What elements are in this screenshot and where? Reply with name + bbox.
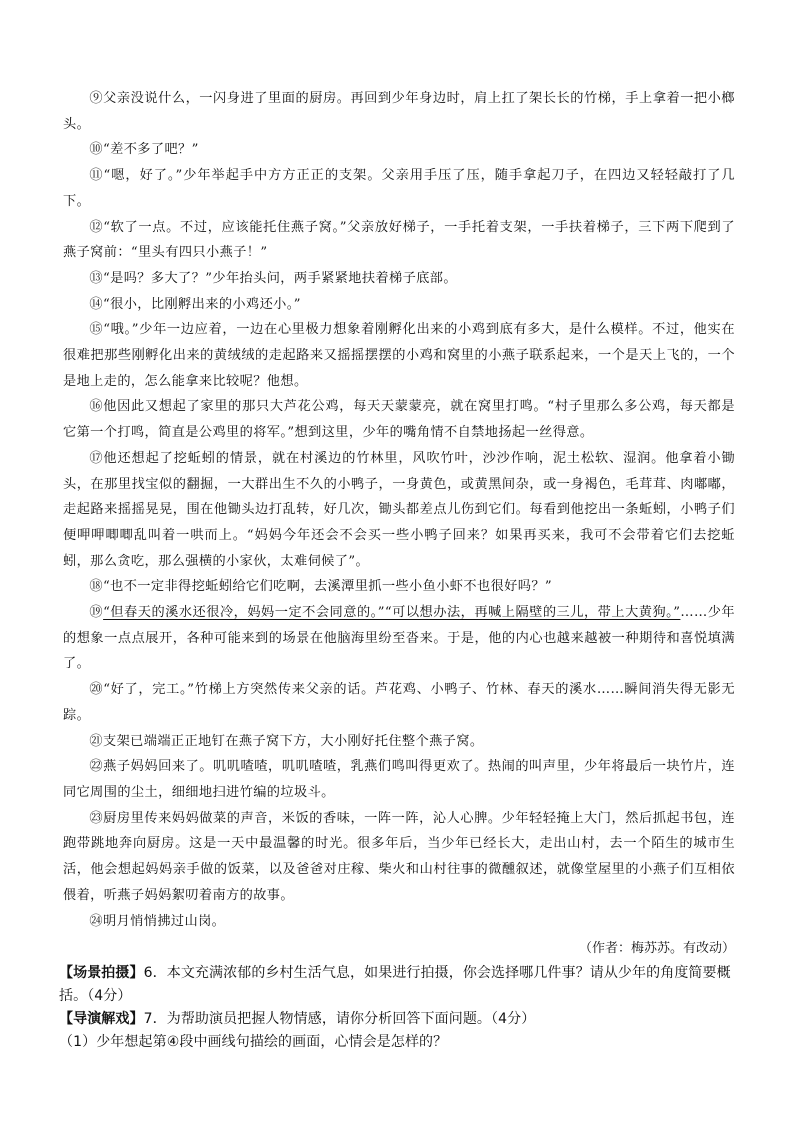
paragraph-16: ⑯他因此又想起了家里的那只大芦花公鸡，每天天蒙蒙亮，就在窝里打鸣。“村子里那么多公鸡，每天都是它第一个打鸣，简直是公鸡里的将军。”想到这里，少年的嘴角情不自禁地扬起一丝得意。 — [63, 399, 735, 441]
question-6-tag: 【场景拍摄】 — [59, 965, 144, 982]
paragraph-22: ㉒燕子妈妈回来了。叽叽喳喳，叽叽喳喳，乳燕们鸣叫得更欢了。热闹的叫声里，少年将最后一块竹片，连同它周围的尘土，细细地扫进竹编的垃圾斗。 — [63, 759, 735, 800]
question-7-text: 7．为帮助演员把握人物情感，请你分析回答下面问题。（4分） — [143, 1011, 536, 1028]
author-credit: （作者：梅苏苏。有改动） — [578, 941, 735, 957]
question-7-tag: 【导演解戏】 — [59, 1011, 144, 1028]
paragraph-18: ⑱“也不一定非得挖蚯蚓给它们吃啊，去溪潭里抓一些小鱼小虾不也很好吗？” — [89, 579, 553, 595]
paragraph-13: ⑬“是吗？多大了？”少年抬头问，两手紧紧地扶着梯子底部。 — [89, 270, 457, 286]
paragraph-17: ⑰他还想起了挖蚯蚓的情景，就在村溪边的竹林里，风吹竹叶，沙沙作响，泥土松软、湿润。他拿着小锄头，在那里找宝似的翻掘，一大群出生不久的小鸭子，一身黄色，或黄黑间杂，或一身褐色，毛茸茸、肉嘟嘟，走起路来摇摇晃晃，围在他锄头边打乱转，好几次，锄头都差点儿伤到它们。每看到他挖出一条蚯蚓，小鸭子们便呷呷唧唧乱叫着一哄而上。“妈妈今年还会不会买一些小鸭子回来？如果再买来，我可不会带着它们去挖蚯蚓，那么贪吃，那么强横的小家伙，太难伺候了”。 — [63, 450, 735, 569]
paragraph-23: ㉓厨房里传来妈妈做菜的声音，米饭的香味，一阵一阵，沁人心脾。少年轻轻掩上大门，然后抓起书包，连跑带跳地奔向厨房。这是一天中最温馨的时光。很多年后，当少年已经长大，走出山村，去一个陌生的城市生活，他会想起妈妈亲手做的饭菜，以及爸爸对庄稼、柴火和山村往事的微醺叙述，就像堂屋里的小燕子们互相依偎着，听燕子妈妈絮叨着南方的故事。 — [63, 810, 735, 903]
paragraph-15: ⑮“哦。”少年一边应着，一边在心里极力想象着刚孵化出来的小鸡到底有多大，是什么模样。不过，他实在很难把那些刚孵化出来的黄绒绒的走起路来又摇摇摆摆的小鸡和窝里的小燕子联系起来，一个是天上飞的，一个是地上走的，怎么能拿来比较呢？他想。 — [63, 322, 735, 389]
question-6 — [59, 962, 735, 1008]
paragraph-24: ㉔明月悄悄拂过山岗。 — [89, 913, 226, 929]
story-text — [63, 86, 735, 934]
paragraph-21: ㉑支架已端端正正地钉在燕子窝下方，大小刚好托住整个燕子窝。 — [89, 733, 484, 749]
paragraph-19-rest: ……少年的想象一点点展开，各种可能来到的场景在他脑海里纷至沓来。于是，他的内心也越来越被一种期待和喜悦填满了。 — [63, 605, 735, 672]
paragraph-19 — [63, 600, 735, 677]
paragraph-20: ⑳“好了，完工。”竹梯上方突然传来父亲的话。芦花鸡、小鸭子、竹林、春天的溪水……瞬间消失得无影无踪。 — [63, 682, 735, 723]
paragraph-19-number: ⑲ — [89, 605, 104, 621]
question-7-1: （1）少年想起第④段中画线句描绘的画面，心情会是怎样的？ — [59, 1034, 448, 1051]
paragraph-11: ⑪“嗯，好了。”少年举起手中方方正正的支架。父亲用手压了压，随手拿起刀子，在四边又轻轻敲打了几下。 — [63, 168, 735, 209]
questions-section — [59, 962, 735, 1054]
paragraph-14: ⑭“很小，比刚孵出来的小鸡还小。” — [89, 296, 301, 312]
document-page — [59, 86, 735, 1054]
question-7 — [59, 1008, 735, 1031]
paragraph-12: ⑫“软了一点。不过，应该能托住燕子窝。”父亲放好梯子，一手托着支架，一手扶着梯子，三下两下爬到了燕子窝前：“里头有四只小燕子！” — [63, 219, 735, 261]
question-6-text: 6．本文充满浓郁的乡村生活气息，如果进行拍摄，你会选择哪几件事？请从少年的角度简要概括。（4分） — [59, 965, 731, 1005]
underlined-sentence: “但春天的溪水还很冷，妈妈一定不会同意的。”“可以想办法，再喊上隔壁的三儿，带上大黄狗。” — [103, 605, 681, 621]
paragraph-10: ⑩“差不多了吧？” — [89, 142, 199, 158]
paragraph-9: ⑨父亲没说什么，一闪身进了里面的厨房。再回到少年身边时，肩上扛了架长长的竹梯，手上拿着一把小榔头。 — [63, 91, 735, 132]
